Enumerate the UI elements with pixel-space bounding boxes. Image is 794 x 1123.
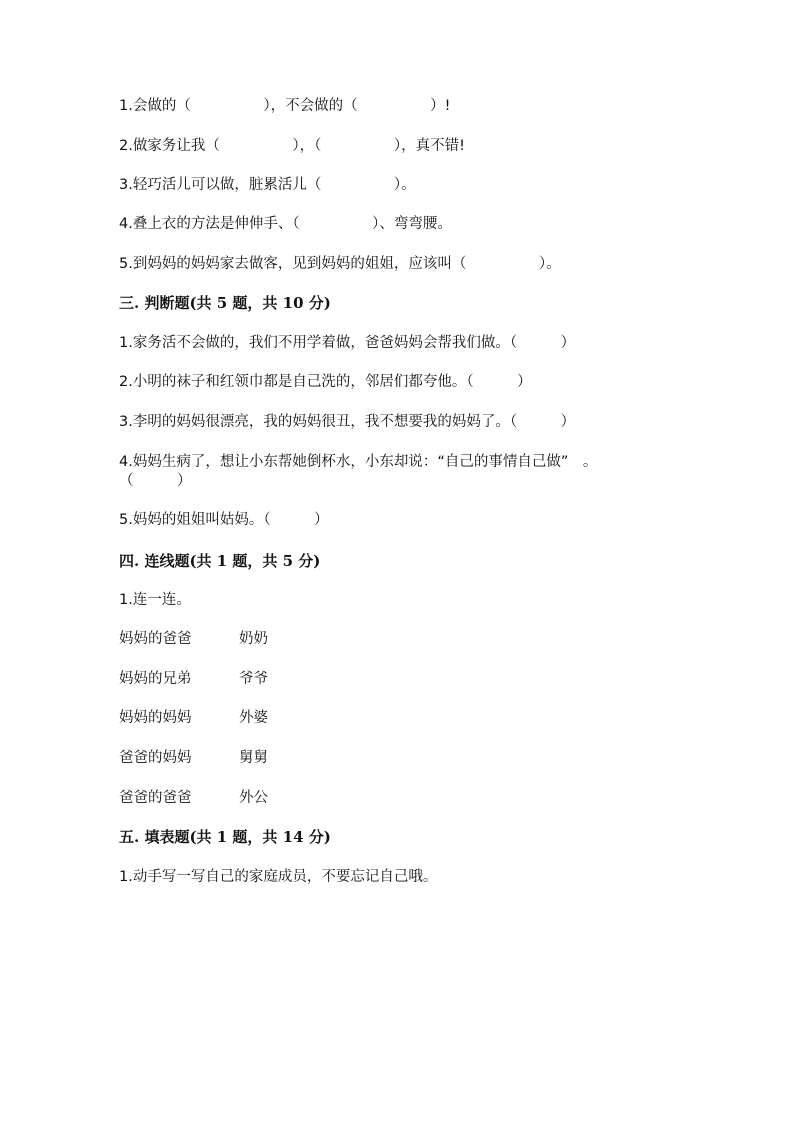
judge-item-2: 2.小明的袜子和红领巾都是自己洗的，邻居们都夸他。（ ）	[119, 374, 532, 390]
match-left-4: 爸爸的妈妈	[119, 750, 192, 766]
match-left-1: 妈妈的爸爸	[119, 631, 192, 647]
judge-item-3: 3.李明的妈妈很漂亮，我的妈妈很丑，我不想要我的妈妈了。（ ）	[119, 414, 576, 430]
section-title-table: 五. 填表题(共 1 题，共 14 分)	[119, 828, 331, 846]
match-right-2: 爷爷	[239, 671, 268, 687]
fill-item-5: 5.到妈妈的妈妈家去做客，见到妈妈的姐姐，应该叫（ ）。	[119, 256, 561, 272]
match-left-2: 妈妈的兄弟	[119, 671, 192, 687]
fill-item-1: 1.会做的（ ），不会做的（ ）!	[119, 98, 451, 114]
judge-item-5: 5.妈妈的姐姐叫姑妈。（ ）	[119, 512, 329, 528]
match-prompt: 1.连一连。	[119, 592, 191, 608]
judge-item-4: 4.妈妈生病了，想让小东帮她倒杯水，小东却说：“自己的事情自己做” 。	[119, 454, 598, 470]
match-left-5: 爸爸的爸爸	[119, 790, 192, 806]
match-right-1: 奶奶	[239, 631, 268, 647]
fill-item-3: 3.轻巧活儿可以做，脏累活儿（ ）。	[119, 177, 416, 193]
match-right-4: 舅舅	[239, 750, 268, 766]
match-right-5: 外公	[239, 790, 268, 806]
match-left-3: 妈妈的妈妈	[119, 710, 192, 726]
match-right-3: 外婆	[239, 710, 268, 726]
fill-item-2: 2.做家务让我（ ），（ ），真不错!	[119, 138, 465, 154]
section-title-match: 四. 连线题(共 1 题，共 5 分)	[119, 552, 321, 570]
judge-item-4-bracket: （ ）	[119, 473, 192, 489]
judge-item-1: 1.家务活不会做的，我们不用学着做，爸爸妈妈会帮我们做。（ ）	[119, 335, 576, 351]
section-title-judge: 三. 判断题(共 5 题，共 10 分)	[119, 294, 331, 312]
fill-item-4: 4.叠上衣的方法是伸伸手、（ ）、弯弯腰。	[119, 216, 452, 232]
table-prompt: 1.动手写一写自己的家庭成员，不要忘记自己哦。	[119, 869, 438, 885]
